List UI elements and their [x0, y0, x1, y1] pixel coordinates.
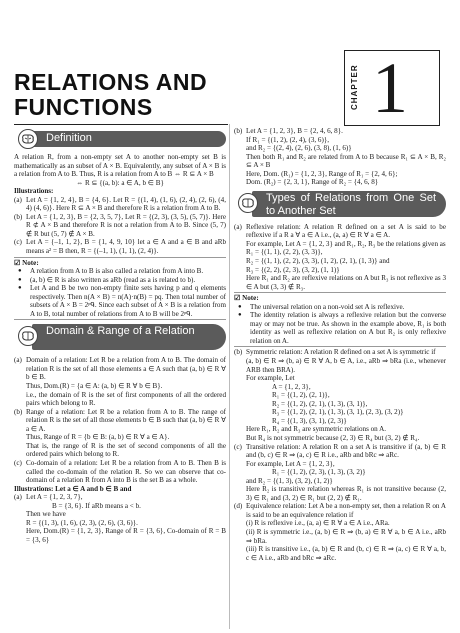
example-line: R₁ = {(1, 2), (2, 1)},	[272, 391, 330, 400]
section-title: Domain & Range of a Relation	[46, 325, 195, 338]
range-definition: (b) Range of a relation: Let R be a relation from A to B. The range of relation R is the set of all those elements b ∈ B such that (a, b) ∈ R ∀ a ∈ A.	[14, 407, 226, 433]
illustration-line: Here, Dom. (R₁) = {1, 2, 3}, Range of R₁ = {2, 4, 6};	[246, 169, 398, 178]
domain-explanation: i.e., the domain of R is the set of first components of all the ordered pairs which belong to R.	[26, 390, 226, 408]
note-item: ● A relation from A to B is also called a relation from A into B.	[14, 267, 226, 276]
codomain-definition: (c) Co-domain of a relation: Let R be a relation from A to B. Then B is called the co-domain of the relation R. So we can observe that co-domain of a relation R from A into B is the set B as a whole.	[14, 458, 226, 485]
range-formula: Thus, Range of R = {b ∈ B: (a, b) ∈ R ∀ a ∈ A}.	[26, 433, 170, 442]
title-divider	[14, 124, 228, 125]
illustration-line: B = {3, 6}. If aRb means a < b.	[52, 501, 141, 510]
example-line: Here R₁, R₂ and R₃ are symmetric relations on A.	[246, 425, 387, 434]
column-divider	[229, 124, 230, 629]
example-line: (a, b) ∈ R ⇒ (b, a) ∈ R ∀ A, b ∈ A, i.e., aRb ⇒ bRa (i.e., whenever ARB then BRA).	[246, 357, 446, 374]
example-line: For example, Let A = {1, 2, 3},	[246, 459, 335, 468]
note-item: ● Let A and B be two non-empty finite sets having p and q elements respectively. Then n(A × B) = n(A)·n(B) = pq. Then total number of subsets of A × B = 2ᵖᑫ. Since each subset of A × B is a relation from A to B, total number of relations from A to B will be 2ᵖᑫ.	[14, 284, 226, 318]
example-line: R₁ = {(1, 1), (2, 2), (3, 3)},	[246, 248, 323, 257]
illustration-a: (a) Let A = {1, 2, 4}, B = {4, 6}. Let R = {(1, 4), (1, 6), (2, 4), (2, 6), (4, 4) (4, 6)}. Here R ⊆ A × B and therefore R is a relation from A to B.	[14, 195, 226, 213]
condition-line: (i) R is reflexive i.e., (a, a) ∈ R ∀ a ∈ A i.e., ARa.	[246, 519, 390, 528]
condition-line: (ii) R is symmetric i.e., (a, b) ∈ R ⇒ (b, a) ∈ R ∀ a, b ∈ A i.e., aRb ⇒ bRa.	[246, 527, 446, 545]
illustration-b: (b) Let A = {1, 2, 3}, B = {2, 4, 6, 8}.	[234, 127, 343, 135]
illustration-line: and R₂ = {(2, 4), (2, 6), (3, 8), (1, 6)}	[246, 144, 352, 153]
note-heading: ☑ Note:	[234, 294, 259, 303]
example-line: Here R₂ is transitive relation whereas R₁ is not transitive because (2, 3) ∈ R₁ and (3, 2) ∈ R₁ but (2, 2) ∉ R₁.	[246, 485, 446, 502]
section-title: Definition	[46, 132, 92, 144]
domain-formula: Thus, Dom.(R) = {a ∈ A: (a, b) ∈ R ∀ b ∈ B}.	[26, 382, 163, 391]
illustrations-heading: Illustrations:	[14, 187, 54, 196]
illustration-line: Dom. (R₂) = {2, 3, 1}, Range of R₂ = {4, 6, 8}	[246, 178, 379, 187]
condition-line: (iii) R is transitive i.e., (a, b) ∈ R and (b, c) ∈ R ⇒ (a, c) ∈ R ∀ a, b, c ∈ A i.e., aRb and bRc ⇒ aRc.	[246, 545, 446, 562]
example-line: R₃ = {(1, 2), (2, 1), (1, 3), (3, 1), (2, 3), (3, 2)}	[272, 408, 404, 417]
example-line: For example, Let	[246, 374, 295, 383]
equivalence-definition: (d) Equivalence relation: Let A be a non-empty set, then a relation R on A is said to be an equivalence relation if	[234, 502, 446, 519]
example-line: For example, Let A = {1, 2, 3} and R₁, R₂, R₃ be the relations given as	[246, 239, 446, 248]
definition-equation: ⇔ R ⊆ {(a, b): a ∈ A, b ∈ B}	[76, 178, 164, 187]
example-line: R₄ = {(1, 3), (3, 1), (2, 3)}	[272, 416, 347, 425]
illustration-a: (a) Let A = {1, 2, 3, 7},	[14, 493, 83, 502]
chapter-label: CHAPTER	[350, 64, 359, 110]
example-line: and R₂ = {(1, 3), (3, 2), (1, 2)}	[246, 476, 333, 485]
illustration-line: Then both R₁ and R₂ are related from A to B because R₁ ⊆ A × B, R₂ ⊆ A × B	[246, 152, 446, 170]
chapter-title-line1: RELATIONS AND	[14, 69, 208, 95]
note-box	[234, 292, 446, 347]
illustration-line: R = {(1, 3), (1, 6), (2, 3), (2, 6), (3, 6)}.	[26, 518, 138, 527]
note-item: ● The universal relation on a non-void set A is reflexive.	[234, 303, 446, 312]
symmetric-definition: (b) Symmetric relation: A relation R defined on a set A is symmetric if	[234, 348, 436, 357]
range-explanation: That is, the range of R is the set of second components of all the ordered pairs which belong to R.	[26, 441, 226, 459]
domain-range-heading	[14, 322, 226, 352]
transitive-definition: (c) Transitive relation: A relation R on a set A is transitive if (a, b) ∈ R and (b, c) ∈ R ⇒ (a, c) ∈ R i.e., aRb and bRc ⇒ aRc.	[234, 442, 446, 460]
note-heading: ☑ Note:	[14, 258, 39, 267]
illustration-c: (c) Let A = {–1, 1, 2}, B = {1, 4, 9, 10} let a ∈ A and a ∈ B and aRb means a² = B then, R = {(–1, 1), (1, 1), (2, 4)}.	[14, 238, 226, 256]
note-box	[14, 257, 226, 321]
chapter-title-line2: FUNCTIONS	[14, 94, 153, 120]
illustration-line: Then we have	[26, 510, 66, 519]
chapter-number: 1	[372, 48, 408, 128]
example-line: R₃ = {(2, 2), (2, 3), (3, 2), (1, 1)}	[246, 265, 340, 274]
left-column	[14, 127, 226, 544]
example-line: But R₄ is not symmetric because (2, 3) ∈ R₄ but (3, 2) ∉ R₄.	[246, 433, 420, 442]
types-heading	[234, 189, 446, 219]
illustration-b: (b) Let A = {1, 2, 3}, B = {2, 3, 5, 7}, Let R = {(2, 3), (3, 5), (5, 7)}. Here R ⊄ A × B and therefore R is not a relation from A to B. Since (5, 7) ∉ R but (5, 7) ∉ A × B.	[14, 212, 226, 238]
note-item: ● (a, b) ∈ R is also written as aRb (read as a is related to b).	[14, 276, 226, 285]
right-column	[234, 127, 446, 562]
example-line: R₂ = {(1, 1), (2, 2), (3, 3), (1, 2), (2, 1), (1, 3)} and	[246, 257, 390, 266]
definition-heading	[14, 129, 226, 149]
example-line: A = {1, 2, 3},	[272, 382, 311, 391]
brain-icon	[18, 129, 38, 149]
domain-definition: (a) Domain of a relation: Let R be a relation from A to B. The domain of relation R is the set of all those elements a ∈ A such that (a, b) ∈ R ∀ b ∈ B.	[14, 356, 226, 382]
brain-icon	[238, 193, 258, 213]
section-title: Types of Relations from One Set to Another Set	[266, 191, 436, 217]
chapter-title	[14, 70, 207, 120]
example-line: R₁ = {(1, 2), (2, 3), (1, 3), (3, 2)}	[272, 468, 366, 477]
example-line: R₂ = {(1, 2), (2, 1), (1, 3), (3, 1)},	[272, 399, 368, 408]
illustration-line: Here, Dom.(R) = {1, 2, 3}, Range of R = {3, 6}, Co-domain of R = B = {3, 6}	[26, 527, 226, 544]
example-line: Here R₁ and R₂ are reflexive relations on A but R₃ is not reflexive as 3 ∈ A but (3, 3) ∉ R₃.	[246, 274, 446, 291]
reflexive-definition: (a) Reflexive relation: A relation R defined on a set A is said to be reflexive if a R a ∀ a ∈ A i.e., (a, a) ∈ R ∀ a ∈ A.	[234, 222, 446, 240]
note-item: ● The identity relation is always a reflexive relation but the converse may or may not be true. As shown in the example above, R₁ is both identity as well as reflexive relation on A but R₂ is only reflexive relation on A.	[234, 311, 446, 345]
definition-text: A relation R, from a non-empty set A to another non-empty set B is mathematically as an subset of A × B. Equivalently, any subset of A × B is a relation from A to B. Thus, R is a relation from A to B ⇔ R ⊆ A × B	[14, 153, 226, 179]
illustration-line: If R₁ = {(1, 2), (2, 4), (3, 6)},	[246, 135, 330, 144]
illustrations-heading: Illustrations: Let a ∈ A and b ∈ B and	[14, 484, 132, 493]
